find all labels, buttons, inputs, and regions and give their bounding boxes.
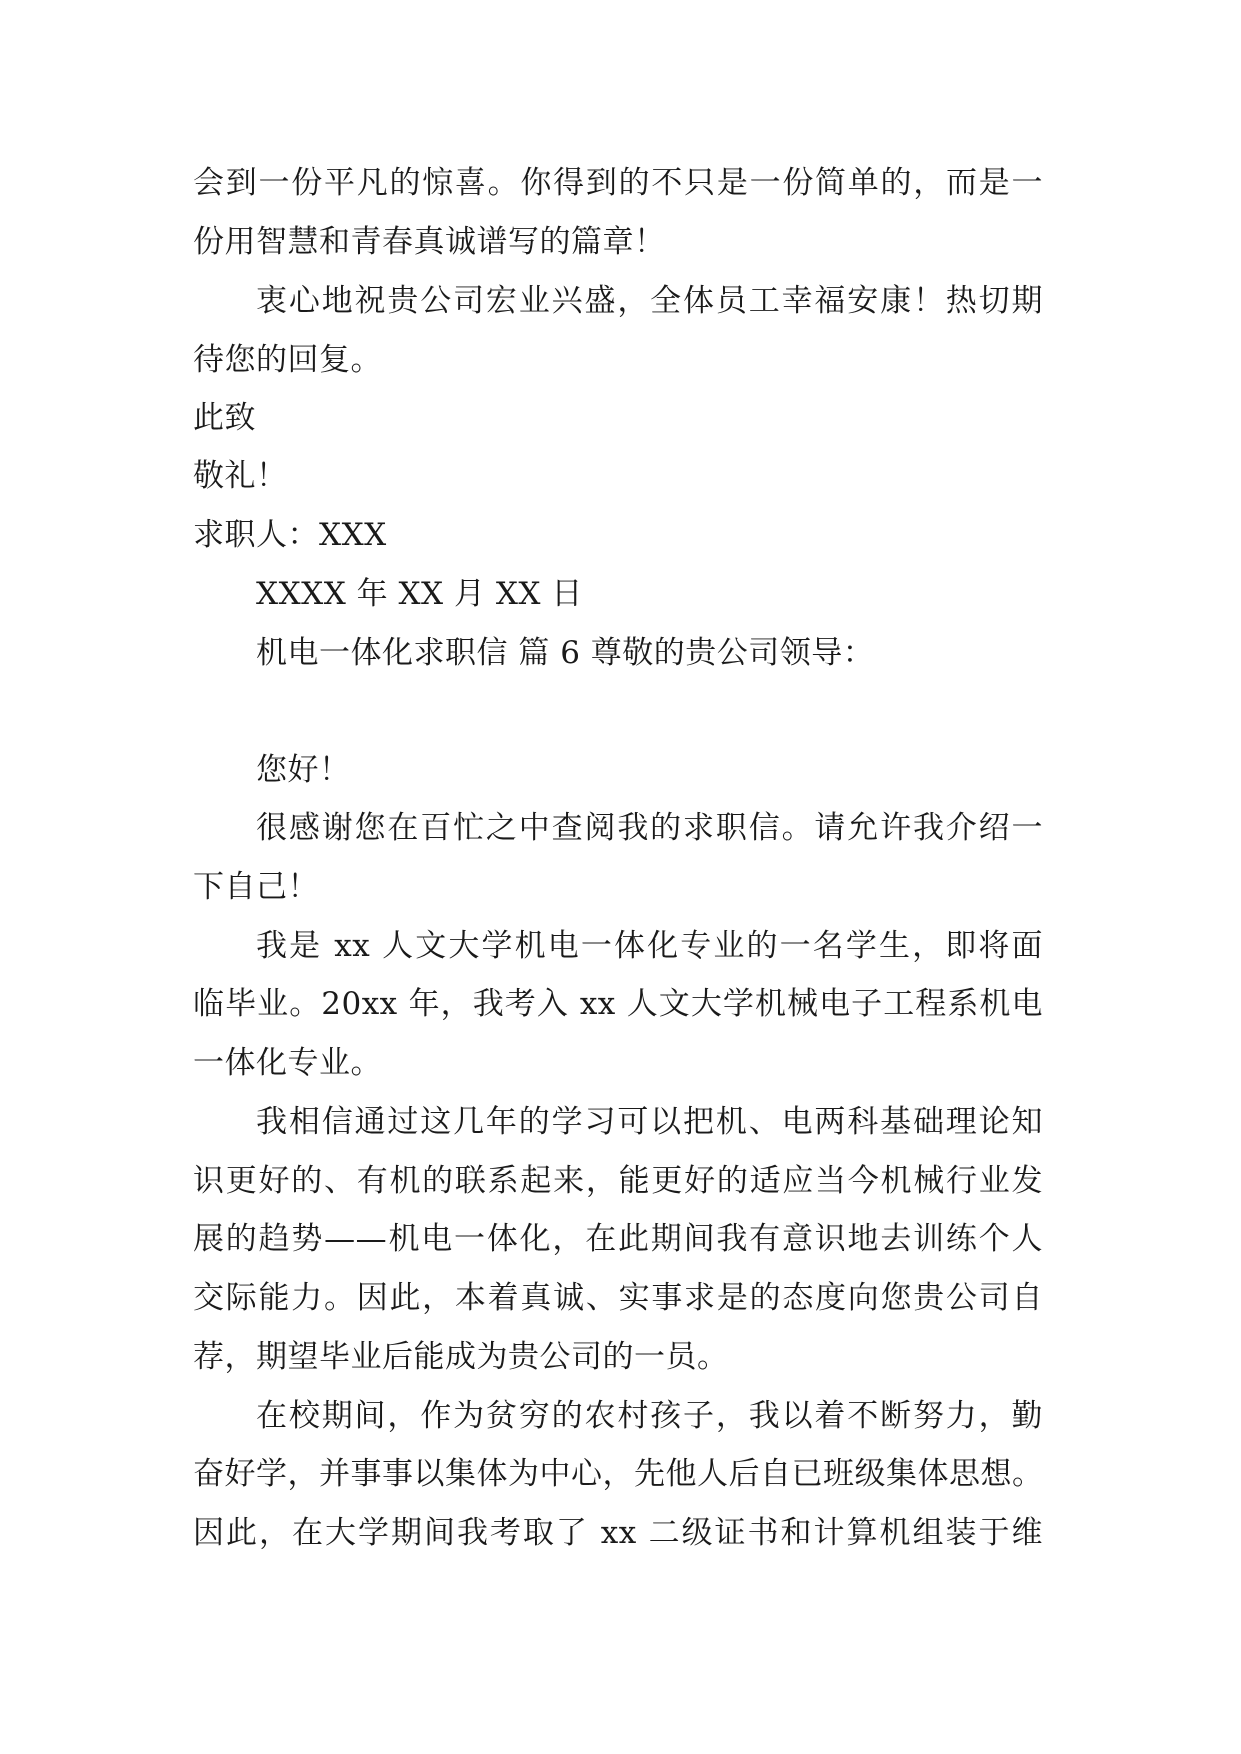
text-line-3: 衷心地祝贵公司宏业兴盛，全体员工幸福安康！热切期 [256,283,1043,319]
text-line-20: 荐，期望毕业后能成为贵公司的一员。 [193,1339,729,1375]
closing-line: 敬礼！ [193,458,288,494]
date-line: XXXX 年 XX 月 XX 日 [256,576,583,612]
text-line-15: 一体化专业。 [193,1045,382,1081]
text-line-14: 临毕业。20xx 年，我考入 xx 人文大学机械电子工程系机电 [193,986,1043,1022]
text-line-1: 会到一份平凡的惊喜。你得到的不只是一份简单的，而是一 [193,165,1043,201]
applicant-line: 求职人：XXX [193,517,387,553]
text-line-12: 下自己！ [193,869,319,905]
text-line-22: 奋好学，并事事以集体为中心，先他人后自已班级集体思想。 [193,1456,1044,1492]
text-line-4: 待您的回复。 [193,342,382,378]
salutation-line: 此致 [193,400,256,436]
text-line-18: 展的趋势——机电一体化，在此期间我有意识地去训练个人 [193,1221,1043,1257]
greeting-line: 您好！ [256,752,351,788]
text-line-17: 识更好的、有机的联系起来，能更好的适应当今机械行业发 [193,1163,1043,1199]
text-line-11: 很感谢您在百忙之中查阅我的求职信。请允许我介绍一 [256,810,1043,846]
section-heading: 机电一体化求职信 篇 6 尊敬的贵公司领导： [256,635,875,671]
text-line-13: 我是 xx 人文大学机电一体化专业的一名学生，即将面 [256,928,1043,964]
text-line-19: 交际能力。因此，本着真诚、实事求是的态度向您贵公司自 [193,1280,1043,1316]
text-line-21: 在校期间，作为贫穷的农村孩子，我以着不断努力，勤 [256,1398,1043,1434]
text-line-23: 因此，在大学期间我考取了 xx 二级证书和计算机组装于维 [193,1515,1043,1551]
text-line-16: 我相信通过这几年的学习可以把机、电两科基础理论知 [256,1104,1043,1140]
text-line-2: 份用智慧和青春真诚谱写的篇章！ [193,224,666,260]
